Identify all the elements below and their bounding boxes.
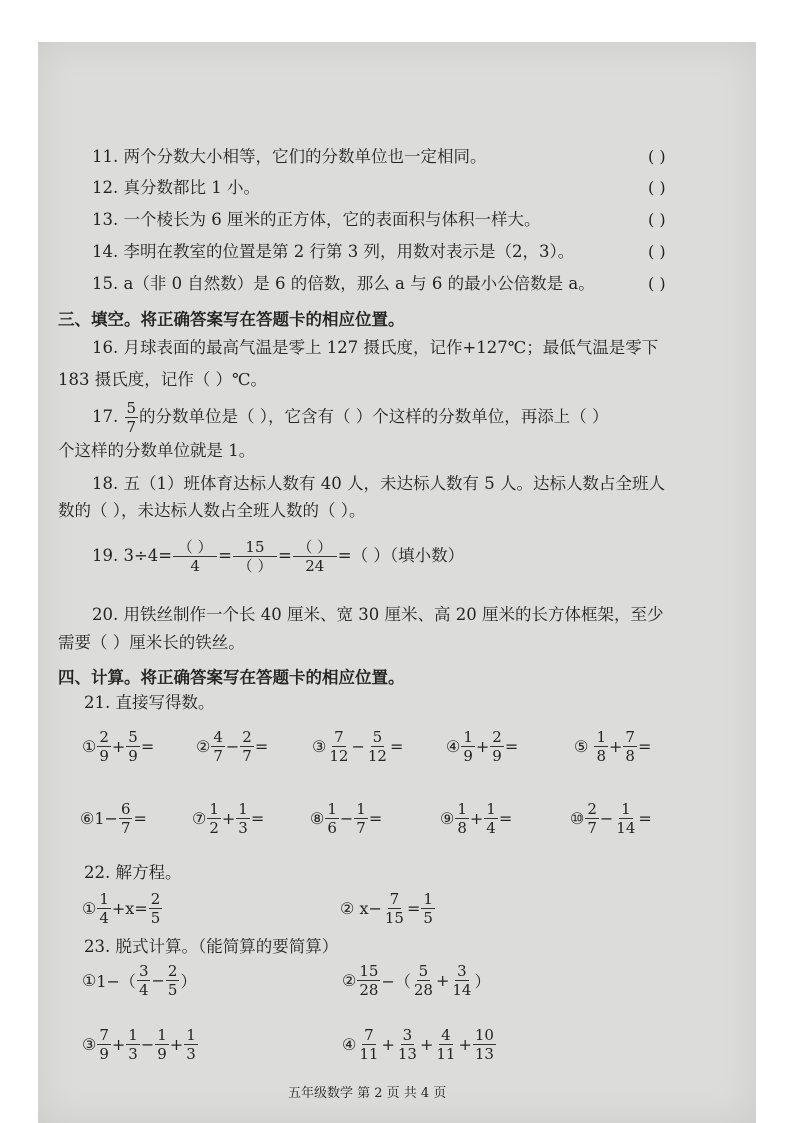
question-19-fraction-3 bbox=[293, 538, 337, 575]
fraction-numerator: 1 bbox=[327, 800, 337, 818]
fraction-denominator: 5 bbox=[167, 981, 178, 999]
question-19 bbox=[92, 534, 464, 578]
fraction-numerator: 5 bbox=[128, 728, 138, 746]
operator: + bbox=[475, 737, 490, 756]
question-17-fraction bbox=[125, 399, 139, 436]
fraction-numerator: 10 bbox=[474, 1026, 494, 1044]
fraction-numerator: 3 bbox=[402, 1026, 413, 1044]
equals-sign: = bbox=[140, 737, 155, 756]
equals-sign: = bbox=[133, 809, 147, 828]
operator: + bbox=[458, 1035, 472, 1054]
fraction-numerator: 5 bbox=[126, 398, 137, 417]
item-mark: ④ bbox=[446, 737, 461, 756]
question-16-line-2: 183 摄氏度，记作（ ）℃。 bbox=[58, 370, 267, 389]
fraction-denominator: 5 bbox=[423, 909, 433, 927]
fraction-numerator: 1 bbox=[186, 1026, 196, 1044]
item-mark: ① bbox=[82, 971, 97, 990]
equals-sign: = bbox=[218, 546, 232, 565]
item-mark: ① bbox=[82, 899, 97, 918]
operator: + bbox=[169, 1035, 184, 1054]
q21-item-5 bbox=[574, 728, 651, 765]
fraction-denominator: 9 bbox=[99, 747, 109, 765]
equals-sign: = bbox=[254, 737, 269, 756]
operator: − bbox=[225, 737, 240, 756]
item-mark: ⑥ bbox=[80, 809, 95, 828]
q21-item-2 bbox=[196, 728, 268, 765]
fraction-denominator: 15 bbox=[384, 909, 404, 927]
operator: + bbox=[381, 1035, 395, 1054]
fraction-denominator: 4 bbox=[99, 909, 109, 927]
page-footer: 五年级数学 第 2 页 共 4 页 bbox=[288, 1086, 447, 1101]
fraction-numerator: 2 bbox=[167, 962, 178, 980]
fraction-denominator: 12 bbox=[367, 747, 387, 765]
q23-expression-4 bbox=[342, 1026, 497, 1063]
fraction-denominator: 7 bbox=[587, 819, 597, 837]
fraction-numerator: 7 bbox=[625, 728, 635, 746]
item-mark: ⑤ bbox=[574, 737, 589, 756]
fraction-denominator: 24 bbox=[305, 556, 325, 575]
equals-sign: = bbox=[250, 809, 265, 828]
fraction-numerator: 1 bbox=[596, 728, 606, 746]
operator: + bbox=[608, 737, 623, 756]
item-mark: ⑦ bbox=[192, 809, 207, 828]
question-19-lead: 19. 3÷4= bbox=[92, 546, 173, 565]
equals-sign: = bbox=[504, 737, 519, 756]
equals-sign: = bbox=[637, 737, 652, 756]
fraction-denominator: 5 bbox=[150, 909, 161, 927]
question-15-text: 15. a（非 0 自然数）是 6 的倍数，那么 a 与 6 的最小公倍数是 a。 bbox=[92, 274, 595, 293]
fraction-numerator: 15 bbox=[233, 538, 277, 557]
fraction-denominator: 7 bbox=[126, 417, 137, 436]
fraction-numerator: 1 bbox=[356, 800, 366, 818]
q21-item-4 bbox=[446, 728, 518, 765]
fraction-denominator: 8 bbox=[596, 747, 606, 765]
fraction-numerator: 4 bbox=[213, 728, 223, 746]
item-mark: ⑧ bbox=[310, 809, 325, 828]
q21-item-9 bbox=[440, 800, 512, 837]
suffix: ） bbox=[474, 972, 491, 991]
equals-sign: = bbox=[638, 809, 652, 828]
question-19-tail: =（ ）（填小数） bbox=[337, 546, 465, 565]
operator: − bbox=[339, 809, 354, 828]
fraction-numerator: 5 bbox=[372, 728, 383, 746]
operator: + bbox=[469, 809, 484, 828]
fraction-denominator: 14 bbox=[452, 981, 472, 999]
question-23-title: 23. 脱式计算。（能简算的要简算） bbox=[84, 937, 339, 956]
fraction-denominator: 9 bbox=[463, 747, 473, 765]
fraction-numerator: 1 bbox=[157, 1026, 167, 1044]
operator: + bbox=[435, 971, 450, 990]
question-14-answer-paren: ( ) bbox=[648, 242, 666, 261]
fraction-denominator: （ ） bbox=[237, 556, 273, 575]
q21-item-3 bbox=[312, 728, 403, 765]
fraction-denominator: 4 bbox=[486, 819, 496, 837]
fraction-denominator: 4 bbox=[190, 556, 200, 575]
question-15-answer-paren: ( ) bbox=[648, 274, 666, 293]
fraction-denominator: 9 bbox=[128, 747, 138, 765]
fraction-numerator: 7 bbox=[364, 1026, 374, 1044]
operator: + bbox=[221, 809, 236, 828]
q23-expression-2 bbox=[342, 962, 490, 999]
fraction-numerator: 1 bbox=[99, 890, 109, 908]
fraction-numerator: 1 bbox=[486, 800, 496, 818]
item-mark: ⑩ bbox=[570, 809, 585, 828]
equals-sign: = bbox=[368, 809, 383, 828]
operator: − bbox=[351, 737, 365, 756]
item-mark: ① bbox=[82, 737, 97, 756]
section-3-title: 三、填空。将正确答案写在答题卡的相应位置。 bbox=[58, 310, 405, 329]
question-19-fraction-2 bbox=[233, 538, 277, 575]
item-mark: ⑨ bbox=[440, 809, 455, 828]
fraction-denominator: 3 bbox=[238, 819, 248, 837]
fraction-denominator: 13 bbox=[397, 1045, 417, 1063]
prefix: 1− bbox=[94, 809, 118, 828]
question-22-title: 22. 解方程。 bbox=[84, 863, 182, 882]
fraction-denominator: 13 bbox=[474, 1045, 494, 1063]
question-11-answer-paren: ( ) bbox=[648, 147, 666, 166]
question-13-text: 13. 一个棱长为 6 厘米的正方体，它的表面积与体积一样大。 bbox=[92, 210, 541, 229]
fraction-numerator: 2 bbox=[587, 800, 597, 818]
fraction-numerator: 2 bbox=[150, 890, 161, 908]
fraction-numerator: 7 bbox=[334, 728, 344, 746]
fraction-numerator: 1 bbox=[238, 800, 248, 818]
fraction-denominator: 3 bbox=[128, 1045, 138, 1063]
fraction-denominator: 7 bbox=[213, 747, 223, 765]
question-12-text: 12. 真分数都比 1 小。 bbox=[92, 178, 260, 197]
fraction-numerator: 2 bbox=[242, 728, 252, 746]
question-17-line-2: 个这样的分数单位就是 1。 bbox=[58, 441, 256, 460]
q21-item-1 bbox=[82, 728, 154, 765]
fraction-denominator: 9 bbox=[492, 747, 502, 765]
fraction-numerator: 1 bbox=[621, 800, 631, 818]
question-21-title: 21. 直接写得数。 bbox=[84, 693, 215, 712]
question-14-text: 14. 李明在教室的位置是第 2 行第 3 列，用数对表示是（2，3）。 bbox=[92, 242, 575, 261]
fraction-denominator: 12 bbox=[329, 747, 349, 765]
question-19-fraction-1 bbox=[173, 538, 217, 575]
fraction-denominator: 11 bbox=[436, 1045, 456, 1063]
question-16-line-1: 16. 月球表面的最高气温是零上 127 摄氏度，记作+127℃；最低气温是零下 bbox=[92, 338, 659, 357]
question-20-line-1: 20. 用铁丝制作一个长 40 厘米、宽 30 厘米、高 20 厘米的长方体框架，至少 bbox=[92, 605, 664, 624]
q23-expression-1 bbox=[82, 962, 196, 999]
fraction-denominator: 7 bbox=[356, 819, 366, 837]
question-18-line-2: 数的（ ），未达标人数占全班人数的（ ）。 bbox=[58, 501, 366, 520]
fraction-denominator: 4 bbox=[138, 981, 149, 999]
operator: −（ bbox=[381, 972, 411, 991]
item-mark: ② bbox=[340, 899, 355, 918]
q21-item-7 bbox=[192, 800, 264, 837]
fraction-numerator: 7 bbox=[99, 1026, 109, 1044]
fraction-numerator: 1 bbox=[423, 890, 433, 908]
question-11-text: 11. 两个分数大小相等，它们的分数单位也一定相同。 bbox=[92, 147, 487, 166]
equals-sign: = bbox=[389, 737, 404, 756]
fraction-denominator: 2 bbox=[209, 819, 219, 837]
fraction-numerator: 6 bbox=[120, 800, 131, 818]
fraction-numerator: 2 bbox=[492, 728, 502, 746]
fraction-numerator: 1 bbox=[128, 1026, 138, 1044]
q23-expression-3 bbox=[82, 1026, 199, 1063]
question-17-rest: 的分数单位是（ ），它含有（ ）个这样的分数单位，再添上（ ） bbox=[139, 407, 609, 426]
fraction-denominator: 14 bbox=[616, 819, 636, 837]
q22-equation-1 bbox=[82, 890, 163, 927]
item-mark: ③ bbox=[312, 737, 327, 756]
question-17-line-1 bbox=[92, 395, 609, 439]
operator: + bbox=[419, 1035, 434, 1054]
q21-item-10 bbox=[570, 800, 652, 837]
fraction-numerator: （ ） bbox=[293, 538, 337, 557]
fraction-denominator: 9 bbox=[157, 1045, 167, 1063]
fraction-numerator: 1 bbox=[463, 728, 473, 746]
equals-sign: = bbox=[498, 809, 513, 828]
item-mark: ② bbox=[342, 971, 357, 990]
item-mark: ② bbox=[196, 737, 211, 756]
q21-item-6 bbox=[80, 800, 147, 837]
item-mark: ④ bbox=[342, 1035, 357, 1054]
fraction-denominator: 8 bbox=[457, 819, 467, 837]
question-12-answer-paren: ( ) bbox=[648, 178, 666, 197]
fraction-numerator: 3 bbox=[138, 962, 149, 980]
prefix: x− bbox=[359, 899, 382, 918]
fraction-denominator: 28 bbox=[413, 981, 433, 999]
question-17-number: 17. bbox=[92, 407, 119, 426]
question-13-answer-paren: ( ) bbox=[648, 210, 666, 229]
section-4-title: 四、计算。将正确答案写在答题卡的相应位置。 bbox=[58, 668, 405, 687]
fraction-numerator: 1 bbox=[209, 800, 219, 818]
fraction-denominator: 9 bbox=[99, 1045, 109, 1063]
fraction-denominator: 11 bbox=[359, 1045, 379, 1063]
fraction-denominator: 8 bbox=[625, 747, 635, 765]
operator: − bbox=[140, 1035, 155, 1054]
operator: + bbox=[111, 737, 126, 756]
item-mark: ③ bbox=[82, 1035, 97, 1054]
operator: + bbox=[111, 1035, 126, 1054]
fraction-denominator: 28 bbox=[359, 981, 379, 999]
fraction-numerator: 15 bbox=[359, 962, 379, 980]
q21-item-8 bbox=[310, 800, 382, 837]
operator: − bbox=[151, 971, 165, 990]
fraction-numerator: 4 bbox=[441, 1026, 451, 1044]
fraction-numerator: 7 bbox=[389, 890, 400, 908]
fraction-denominator: 7 bbox=[120, 819, 131, 837]
operator: − bbox=[599, 809, 614, 828]
fraction-denominator: 6 bbox=[327, 819, 337, 837]
prefix: 1−（ bbox=[96, 972, 136, 991]
fraction-numerator: 5 bbox=[418, 962, 429, 980]
suffix: ） bbox=[180, 972, 197, 991]
question-18-line-1: 18. 五（1）班体育达标人数有 40 人，未达标人数有 5 人。达标人数占全班人 bbox=[92, 474, 665, 493]
q22-equation-2 bbox=[340, 890, 436, 927]
equation-middle: +x= bbox=[111, 899, 148, 918]
equals-sign: = bbox=[277, 546, 292, 565]
fraction-numerator: 1 bbox=[457, 800, 467, 818]
fraction-numerator: （ ） bbox=[173, 538, 217, 557]
fraction-denominator: 7 bbox=[242, 747, 252, 765]
equals-sign: = bbox=[406, 899, 421, 918]
question-20-line-2: 需要（ ）厘米长的铁丝。 bbox=[58, 633, 245, 652]
fraction-denominator: 3 bbox=[186, 1045, 196, 1063]
fraction-numerator: 3 bbox=[457, 962, 467, 980]
fraction-numerator: 2 bbox=[99, 728, 109, 746]
